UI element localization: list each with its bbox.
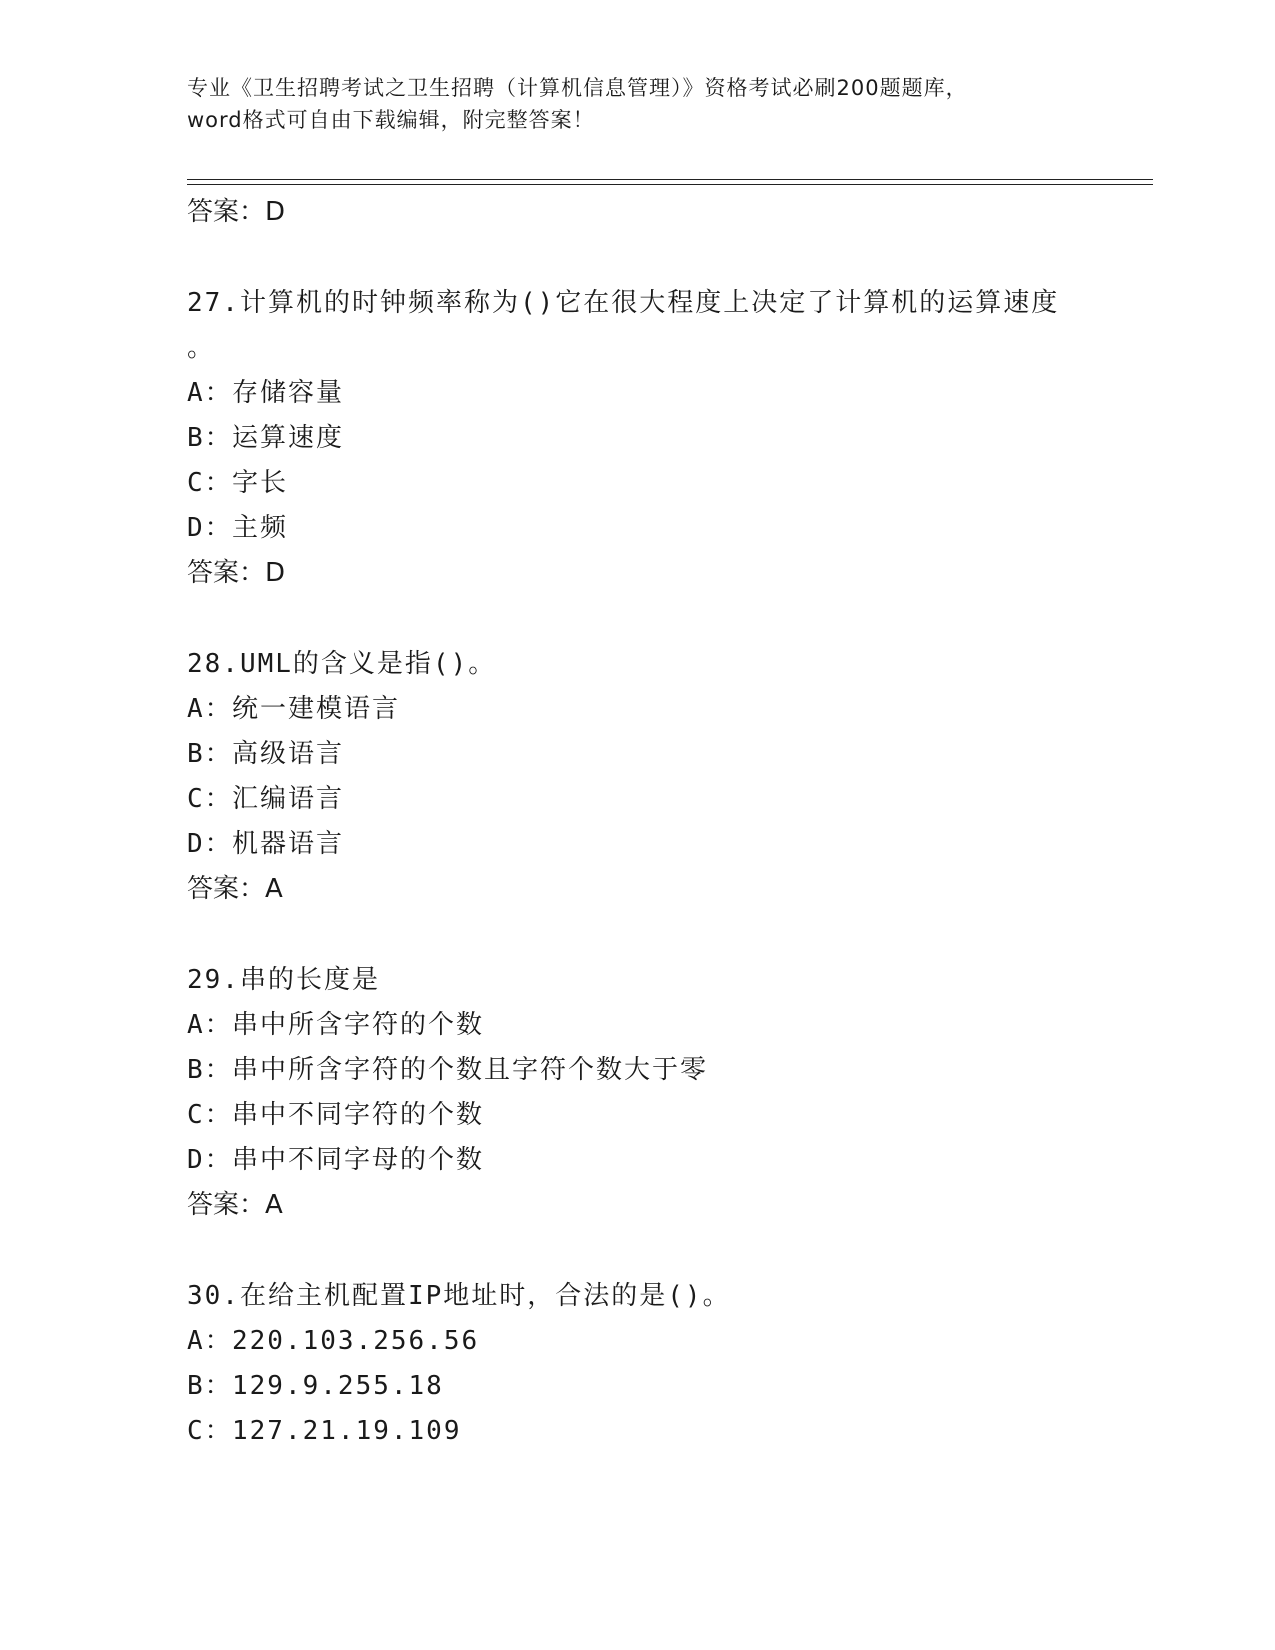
option-text: 串中不同字母的个数 (232, 1145, 485, 1175)
option-text: 220.103.256.56 (232, 1326, 480, 1356)
question-text: 30.在给主机配置IP地址时，合法的是()。 (187, 1281, 731, 1311)
question-30 (187, 1274, 1087, 1454)
option-c (187, 777, 1087, 822)
option-b (187, 1048, 1087, 1093)
option-d (187, 822, 1087, 867)
option-a (187, 687, 1087, 732)
option-d (187, 506, 1087, 551)
document-body (187, 190, 1087, 1454)
answer-line: 答案：D (187, 558, 286, 588)
option-label: C： (187, 1100, 233, 1130)
option-label: C： (187, 784, 233, 814)
option-label: B： (187, 423, 233, 453)
option-a (187, 1003, 1087, 1048)
option-b (187, 732, 1087, 777)
header-line-2: word格式可自由下载编辑，附完整答案！ (187, 108, 595, 132)
header-line-1: 专业《卫生招聘考试之卫生招聘（计算机信息管理）》资格考试必刷200题题库， (187, 76, 968, 100)
option-text: 127.21.19.109 (232, 1416, 462, 1446)
option-label: A： (187, 1010, 233, 1040)
header-divider-top (187, 179, 1153, 180)
question-text: 29.串的长度是 (187, 965, 380, 995)
answer-line: 答案：A (187, 1190, 283, 1220)
option-label: A： (187, 378, 233, 408)
question-text: 27.计算机的时钟频率称为()它在很大程度上决定了计算机的运算速度 (187, 288, 1060, 318)
option-text: 高级语言 (232, 739, 345, 769)
option-a (187, 371, 1087, 416)
option-label: A： (187, 694, 233, 724)
option-label: B： (187, 739, 233, 769)
option-text: 串中所含字符的个数且字符个数大于零 (232, 1055, 709, 1085)
option-c (187, 461, 1087, 506)
option-b (187, 1364, 1087, 1409)
question-28 (187, 642, 1087, 912)
option-label: B： (187, 1055, 233, 1085)
page-header (187, 72, 1087, 136)
answer-line: 答案：A (187, 874, 283, 904)
option-label: A： (187, 1326, 233, 1356)
option-c (187, 1409, 1087, 1454)
option-text: 串中所含字符的个数 (232, 1010, 485, 1040)
option-d (187, 1138, 1087, 1183)
option-label: C： (187, 1416, 233, 1446)
question-text: 28.UML的含义是指()。 (187, 649, 497, 679)
option-text: 串中不同字符的个数 (232, 1100, 485, 1130)
option-text: 统一建模语言 (232, 694, 401, 724)
option-text: 运算速度 (232, 423, 345, 453)
option-label: C： (187, 468, 233, 498)
option-text: 机器语言 (232, 829, 345, 859)
option-label: B： (187, 1371, 233, 1401)
question-text-continued: 。 (187, 333, 216, 363)
question-27 (187, 281, 1087, 596)
option-label: D： (187, 1145, 233, 1175)
answer-line: 答案：D (187, 197, 286, 227)
option-text: 字长 (232, 468, 289, 498)
option-text: 汇编语言 (232, 784, 345, 814)
option-a (187, 1319, 1087, 1364)
option-text: 主频 (232, 513, 289, 543)
option-label: D： (187, 829, 233, 859)
header-divider-bottom (187, 184, 1153, 185)
option-c (187, 1093, 1087, 1138)
option-b (187, 416, 1087, 461)
option-text: 129.9.255.18 (232, 1371, 444, 1401)
option-text: 存储容量 (232, 378, 345, 408)
question-29 (187, 958, 1087, 1228)
option-label: D： (187, 513, 233, 543)
